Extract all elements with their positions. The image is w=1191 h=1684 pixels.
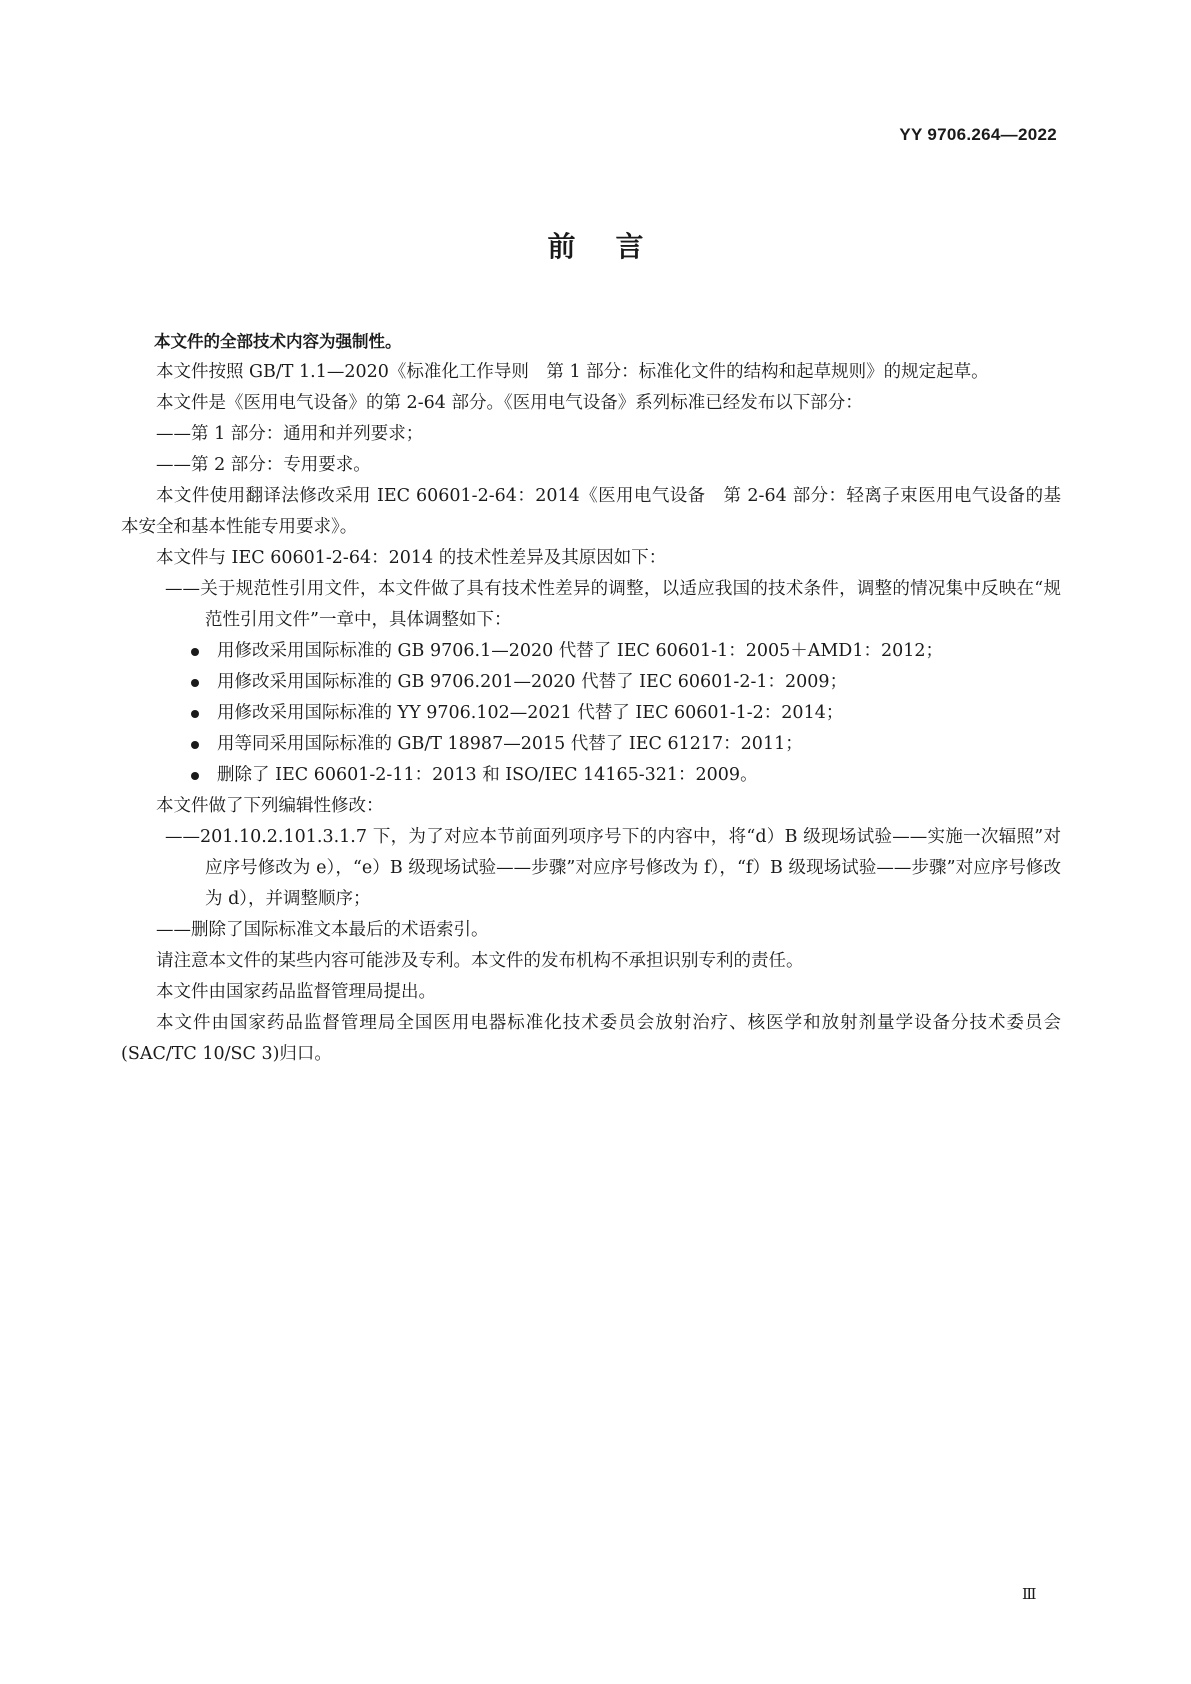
adjustment-list: [121, 636, 1061, 791]
adoption-paragraph: 本文件使用翻译法修改采用 IEC 60601-2-64：2014《医用电气设备 第 2-64 部分：轻离子束医用电气设备的基本安全和基本性能专用要求》。: [121, 486, 1061, 537]
page-number: Ⅲ: [1022, 1585, 1037, 1603]
page-title: 前言: [547, 230, 684, 263]
editorial-change-renumber: ——201.10.2.101.3.1.7 下，为了对应本节前面列项序号下的内容中，将“d）B 级现场试验——实施一次辐照”对应序号修改为 e），“e）B 级现场试验——步骤”对应序号修改为 f），“f）B 级现场试验——步骤”对应序号修改为 d），并调整顺序；: [165, 827, 1061, 909]
bullet-icon: [191, 648, 199, 656]
proposed-by: 本文件由国家药品监督管理局提出。: [156, 982, 436, 1002]
series-paragraph: 本文件是《医用电气设备》的第 2-64 部分。《医用电气设备》系列标准已经发布以下部分：: [156, 393, 863, 413]
patent-notice: 请注意本文件的某些内容可能涉及专利。本文件的发布机构不承担识别专利的责任。: [156, 951, 804, 971]
list-item: 用修改采用国际标准的 GB 9706.201—2020 代替了 IEC 60601-2-1：2009；: [121, 667, 1061, 698]
bullet-icon: [191, 710, 199, 718]
list-item: 用修改采用国际标准的 YY 9706.102—2021 代替了 IEC 60601-1-2：2014；: [121, 698, 1061, 729]
normative-references-item: ——关于规范性引用文件，本文件做了具有技术性差异的调整，以适应我国的技术条件，调整的情况集中反映在“规范性引用文件”一章中，具体调整如下：: [165, 579, 1061, 630]
foreword-body: [121, 326, 1061, 1070]
series-part-2: ——第 2 部分：专用要求。: [156, 455, 371, 475]
mandatory-statement: 本文件的全部技术内容为强制性。: [154, 332, 402, 351]
bullet-icon: [191, 679, 199, 687]
list-item: 用修改采用国际标准的 GB 9706.1—2020 代替了 IEC 60601-1：2005＋AMD1：2012；: [121, 636, 1061, 667]
list-item: 用等同采用国际标准的 GB/T 18987—2015 代替了 IEC 61217：2011；: [121, 729, 1061, 760]
list-item: 删除了 IEC 60601-2-11：2013 和 ISO/IEC 14165-321：2009。: [121, 760, 1061, 791]
technical-differences-intro: 本文件与 IEC 60601-2-64：2014 的技术性差异及其原因如下：: [156, 548, 667, 568]
bullet-icon: [191, 772, 199, 780]
drafting-rule-paragraph: 本文件按照 GB/T 1.1—2020《标准化工作导则 第 1 部分：标准化文件的结构和起草规则》的规定起草。: [156, 362, 989, 382]
series-part-1: ——第 1 部分：通用和并列要求；: [156, 424, 424, 444]
bullet-icon: [191, 741, 199, 749]
editorial-change-index: ——删除了国际标准文本最后的术语索引。: [156, 920, 489, 940]
editorial-changes-intro: 本文件做了下列编辑性修改：: [156, 796, 384, 816]
managed-by: 本文件由国家药品监督管理局全国医用电器标准化技术委员会放射治疗、核医学和放射剂量学设备分技术委员会(SAC/TC 10/SC 3)归口。: [121, 1013, 1061, 1064]
standard-number: YY 9706.264—2022: [899, 125, 1057, 144]
